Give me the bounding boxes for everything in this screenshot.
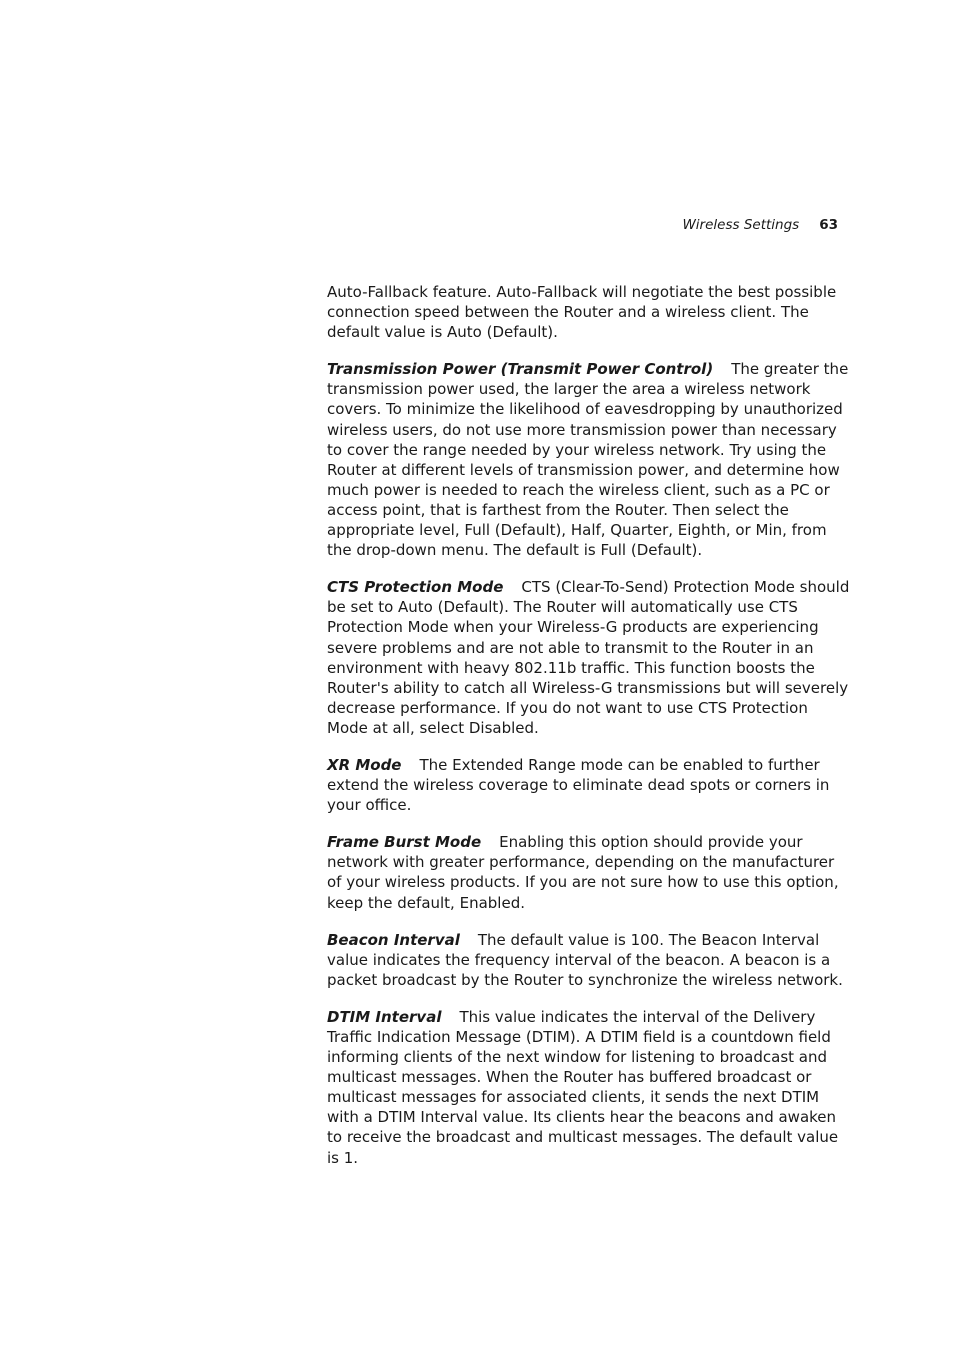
- description-frame-burst-mode: Enabling this option should provide your network with greater performance, depending on the manufacturer of your wireless products. If you are not sure how to use this option, keep the default, Enabled.: [327, 833, 839, 912]
- description-xr-mode: The Extended Range mode can be enabled to further extend the wireless coverage to eliminate dead spots or corners in your office.: [327, 755, 830, 815]
- description-dtim-interval: This value indicates the interval of the Delivery Traffic Indication Message (DTIM). A DTIM field is a countdown field informing clients of the next window for listening to broadcast and multicast messages. When the Router has buffered broadcast or multicast messages for associated clients, it sends the next DTIM with a DTIM Interval value. Its clients hear the beacons and awaken to receive the broadcast and multicast messages. The default value is 1.: [327, 1007, 839, 1167]
- term-cts-protection-mode: CTS Protection Mode: [327, 578, 504, 597]
- page-number: 63: [819, 217, 838, 233]
- description-transmission-power: The greater the transmission power used, the larger the area a wireless network covers. To minimize the likelihood of eavesdropping by unauthorized wireless users, do not use more transmission power than necessary to cover the range needed by your wireless network. Try using the Router at different levels of transmission power, and determine how much power is needed to reach the wireless client, such as a PC or access point, that is farthest from the Router. Then select the appropriate level, Full (Default), Half, Quarter, Eighth, or Min, from the drop-down menu. The default is Full (Default).: [327, 360, 849, 560]
- term-dtim-interval: DTIM Interval: [327, 1007, 442, 1026]
- entry-frame-burst-mode: [327, 832, 850, 912]
- term-frame-burst-mode: Frame Burst Mode: [327, 833, 482, 852]
- description-cts-protection-mode: CTS (Clear-To-Send) Protection Mode should be set to Auto (Default). The Router will automatically use CTS Protection Mode when your Wireless-G products are experiencing severe problems and are not able to transmit to the Router in an environment with heavy 802.11b traffic. This function boosts the Router's ability to catch all Wireless-G transmissions but will severely decrease performance. If you do not want to use CTS Protection Mode at all, select Disabled.: [327, 578, 850, 737]
- entry-cts-protection-mode: [327, 577, 850, 738]
- description-beacon-interval: The default value is 100. The Beacon Interval value indicates the frequency interval of the beacon. A beacon is a packet broadcast by the Router to synchronize the wireless network.: [327, 930, 843, 989]
- entry-beacon-interval: [327, 930, 850, 990]
- intro-paragraph: Auto-Fallback feature. Auto-Fallback will negotiate the best possible connection speed between the Router and a wireless client. The default value is Auto (Default).: [327, 283, 837, 342]
- entry-transmission-power: [327, 359, 850, 560]
- running-header: [0, 216, 838, 234]
- term-transmission-power: Transmission Power (Transmit Power Control): [327, 360, 714, 379]
- section-title: Wireless Settings: [682, 217, 800, 233]
- term-xr-mode: XR Mode: [327, 755, 402, 774]
- entry-dtim-interval: [327, 1007, 850, 1168]
- entry-xr-mode: [327, 755, 850, 815]
- document-body: [327, 282, 850, 1185]
- term-beacon-interval: Beacon Interval: [327, 930, 460, 949]
